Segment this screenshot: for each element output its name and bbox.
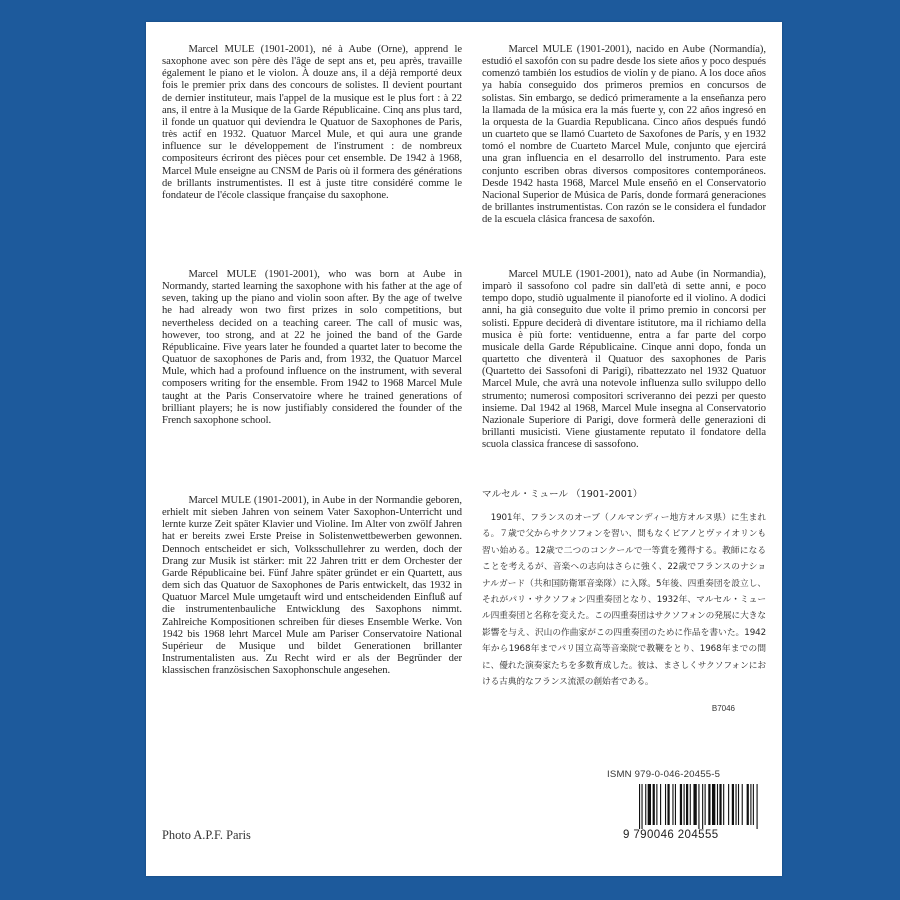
barcode-bar xyxy=(667,784,669,825)
barcode-bar xyxy=(686,784,688,825)
barcode-bar xyxy=(684,784,685,825)
barcode-bar xyxy=(753,784,754,825)
barcode-bar xyxy=(742,784,743,825)
barcode-bar xyxy=(717,784,718,825)
barcode-bar xyxy=(719,784,721,825)
photo-credit: Photo A.P.F. Paris xyxy=(162,828,251,842)
barcode-bar xyxy=(656,784,657,825)
barcode-bar xyxy=(708,784,710,825)
barcode-bar xyxy=(660,784,661,825)
ismn-code: ISMN 979-0-046-20455-5 xyxy=(607,769,721,780)
barcode-bar xyxy=(757,784,758,829)
biography-italian: Marcel MULE (1901-2001), nato ad Aube (in Normandia), imparò il sassofono col padre sin dall'età di sette anni, e poco tempo dopo, studiò ugualmente il pianoforte ed il violino. A dodici anni, ha già conseguito due volte il primo premio in concorsi per solisti. Eppure deciderà di diventare istitutore, ma il richiamo della musica è più forte: ventiduenne, entra a far parte del corpo musicale della Garde Républicaine. Cinque anni dopo, fonda un quartetto che diventerà il Quatuor des saxophones de Paris (Quartetto dei Sassofoni di Parigi), ribattezzato nel 1932 Quatuor Marcel Mule, che avrà una notevole influenza sullo sviluppo dello strumento; numerosi compositori scriveranno dei pezzi per questo insieme. Dal 1942 al 1968, Marcel Mule insegna al Conservatorio Nazionale Superiore di Parigi, dove formerà delle generazioni di brillanti musicisti. Viene giustamente reputato il fondatore della scuola classica francese di sassofono. xyxy=(482,269,766,451)
barcode-bar xyxy=(705,784,706,825)
barcode-icon xyxy=(639,784,759,829)
biography-french: Marcel MULE (1901-2001), né à Aube (Orne), apprend le saxophone avec son père dès l'âge de sept ans et, peu après, travaille également le piano et le violon. À douze ans, il a déjà remporté deux fois le premier prix dans des concours de solistes. Il devient pourtant de dernier instituteur, mais l'appel de la musique est le plus fort : à 22 ans, il entre à la Musique de la Garde Républicaine. Cinq ans plus tard, il fonde un quatuor qui deviendra le Quatuor de Saxophones de Paris, très actif en 1932. Quatuor Marcel Mule, et qui aura une grande influence sur le développement de l'instrument : de nombreux compositeurs écriront des pièces pour cet ensemble. De 1942 à 1968, Marcel Mule enseigne au CNSM de Paris où il formera des générations de brillants instrumentistes. Il est à juste titre considéré comme le fondateur de l'école classique française du saxophone. xyxy=(162,44,462,201)
barcode-digits: 9 790046 204555 xyxy=(623,829,719,841)
barcode-bar xyxy=(672,784,673,825)
barcode-bar xyxy=(645,784,646,825)
biography-spanish: Marcel MULE (1901-2001), nacido en Aube (Normandía), estudió el saxofón con su padre desde los siete años y poco después comenzó también los estudios de violín y de piano. A los doce años ya había conseguido dos primeros premios en concursos de solistas. Sin embargo, se dedicó primeramente a la enseñanza pero la llamada de la música era la más fuerte y, con 22 años ingresó en la orquesta de la Guardia Republicana. Cinco años después fundó un cuarteto que se llamó Cuarteto de Saxofones de París, y en 1932 tomó el nombre de Cuarteto Marcel Mule, conjunto que ejercirá una gran influencia en el desarrollo del instrumento. Para este conjunto escriben obras diversos compositores contemporáneos. Desde 1942 hasta 1968, Marcel Mule enseñó en el Conservatorio Nacional Superior de Música de París, donde formará generaciones de brillantes instrumentistas. Con razón se le considera el fundador de la escuela clásica francesa de saxofón. xyxy=(482,44,766,226)
barcode-bar xyxy=(639,784,640,829)
biography-english: Marcel MULE (1901-2001), who was born at Aube in Normandy, started learning the saxophone with his father at the age of seven, taking up the piano and violin soon after. By the age of twelve he had already won two first prizes in solo competitions, but nevertheless decided on a teaching career. The call of music was, however, too strong, and at 22 he joined the band of the Garde Républicaine. Five years later he founded a quartet later to become the Quatuor de saxophones de Paris and, from 1932, the Quatuor Marcel Mule, which had a profound influence on the instrument, with several composers writing for the ensemble. From 1942 to 1968 Marcel Mule taught at the Paris Conservatoire where he trained generations of brilliant players; he is now justifiably considered the founder of the French saxophone school. xyxy=(162,269,462,426)
barcode-bar xyxy=(665,784,666,825)
barcode-bar xyxy=(653,784,655,825)
barcode-bar xyxy=(747,784,749,825)
barcode-bar xyxy=(732,784,734,825)
biography-japanese: 1901年、フランスのオーブ（ノルマンディー地方オルヌ県）に生まれる。７歳で父からサクソフォンを習い、間もなくピアノとヴァイオリンも習い始める。12歳で二つのコンクールで一等賞を獲得する。教師になることを考えるが、音楽への志向はさらに強く、22歳でフランスのナショナルガード（共和国防衛軍音楽隊）に入隊。5年後、四重奏団を設立し、それがパリ・サクソフォン四重奏団となり、1932年、マルセル・ミュール四重奏団と名称を変えた。この四重奏団はサクソフォンの発展に大きな影響を与え、沢山の作曲家がこの四重奏団のために作品を書いた。1942年から1968年までパリ国立高等音楽院で教鞭をとり、1968年までの間に、優れた演奏家たちを多数育成した。彼は、まさしくサクソフォンにおける古典的なフランス流派の創始者である。 xyxy=(482,513,766,688)
catalog-number: B7046 xyxy=(711,704,735,713)
barcode-bar xyxy=(738,784,739,825)
barcode-bar xyxy=(712,784,715,825)
barcode-bar xyxy=(728,784,729,825)
barcode-bar xyxy=(641,784,642,829)
barcode-bar xyxy=(648,784,651,825)
barcode-bar xyxy=(693,784,696,825)
back-cover-page xyxy=(146,22,782,876)
barcode-bar xyxy=(680,784,682,825)
barcode-bar xyxy=(723,784,724,825)
biography-japanese-title: マルセル・ミュール （1901-2001） xyxy=(482,489,643,500)
biography-german: Marcel MULE (1901-2001), in Aube in der Normandie geboren, erhielt mit sieben Jahren von seinem Vater Saxophon-Unterricht und lernte kurze Zeit später Klavier und Violine. Im Alter von zwölf Jahren hat er bereits zwei Erste Preise in Solistenwettbewerben gewonnen. Dennoch entscheidet er sich, Volksschullehrer zu werden, doch der Drang zur Musik ist stärker: mit 22 Jahren tritt er dem Orchester der Garde Républicaine bei. Fünf Jahre später gründet er ein Quartett, aus dem sich das Quatuor de Saxophones de Paris entwickelt, das 1932 in Quatuor Marcel Mule umgetauft wird und entscheidenden Einfluß auf die instrumentenbauliche Entwicklung des Saxophons nimmt. Zahlreiche Kompositionen schreiben für dieses Ensemble Werke. Von 1942 bis 1968 lehrt Marcel Mule am Pariser Conservatoire National Supérieur de Musique und bildet Generationen brillanter Instrumentalisten aus. Zu Recht wird er als der Begründer der klassischen französischen Saxophonschule angesehen. xyxy=(162,495,462,677)
barcode-bar xyxy=(690,784,691,825)
barcode-bar xyxy=(698,784,699,829)
barcode-bar xyxy=(702,784,703,829)
barcode-bar xyxy=(675,784,676,825)
barcode-bar xyxy=(750,784,751,825)
barcode-bar xyxy=(735,784,736,825)
